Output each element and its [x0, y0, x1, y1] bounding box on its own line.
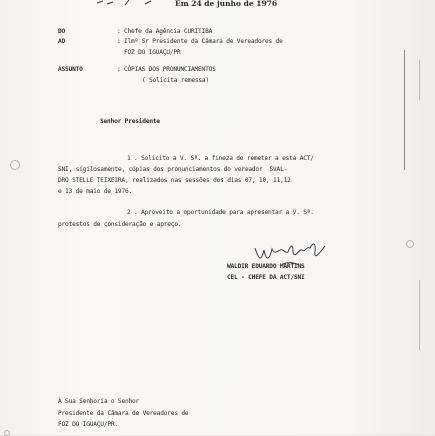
paragraph1-line3: DRO STELLE TEIXEIRA, realizados nas sessões dos dias 07, 10, 11,12 [58, 177, 291, 184]
punch-hole-mark [10, 160, 20, 170]
field-label-do: DO [58, 28, 66, 35]
field-colon: : [117, 38, 121, 45]
field-value-assunto: CÓPIAS DOS PRONUNCIAMENTOS [124, 66, 216, 73]
punch-hole-mark [4, 430, 10, 436]
date-line: Em 24 de junho de 1976 [175, 0, 278, 8]
paragraph2-line2: protestos de consideração e apreço. [58, 221, 182, 228]
paragraph1-line1: 1 . Solicito a V. Sª. a fineza de remeter a esta ACT/ [127, 155, 314, 162]
field-label-ao: AO [58, 38, 66, 45]
scan-artifact-line [404, 50, 405, 170]
paragraph2-line1: 2 . Aproveito a oportunidade para apresentar a V. Sª. [127, 209, 314, 216]
addressee-line3: FOZ DO IGUAÇU/PR. [58, 421, 118, 428]
paragraph1-line2: SNI, sigilosamente, cópias dos pronunciamentos do vereador SVAL- [58, 166, 288, 173]
signer-title: CEL - CHEFE DA ACT/SNI [227, 274, 305, 281]
paragraph1-line4: e 13 de maio de 1976. [58, 188, 133, 195]
field-colon: : [117, 66, 121, 73]
field-value-do: Chefe da Agência CURITIBA [124, 28, 213, 35]
signer-name: WALDIR EDUARDO MARTINS [227, 263, 305, 270]
salutation: Senhor Presidente [100, 118, 160, 125]
field-colon: : [117, 28, 121, 35]
scan-artifact-line [419, 280, 420, 350]
field-value-assunto-cont: ( Solicita remessa) [142, 77, 209, 84]
punch-hole-mark [406, 240, 414, 248]
addressee-line1: À Sua Senhoria o Senhor [58, 398, 140, 405]
scan-artifact-line [419, 60, 420, 100]
field-value-ao-cont: FOZ DO IGUAÇU/PR [124, 49, 181, 56]
field-value-ao: Ilmº Sr Presidente da Câmara de Vereadores de [124, 38, 283, 45]
cropped-header-marks [95, 0, 165, 8]
addressee-line2: Presidente da Câmara de Vereadores de [58, 410, 189, 417]
field-label-assunto: ASSUNTO [58, 66, 83, 73]
